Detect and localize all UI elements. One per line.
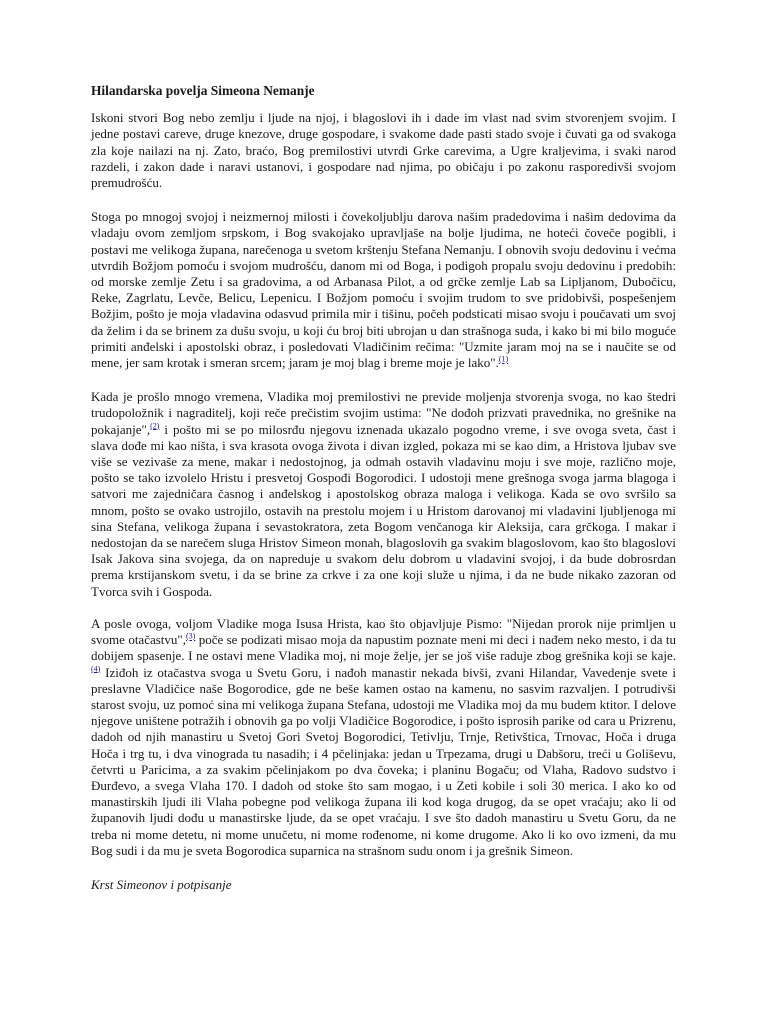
signature-line: Krst Simeonov i potpisanje bbox=[91, 876, 232, 892]
footnote-link-4[interactable]: (4) bbox=[91, 664, 101, 674]
footnote-link-1[interactable]: (1) bbox=[498, 354, 509, 364]
paragraph-text: Kada je prošlo mnogo vremena, Vladika moj premilostivi ne previde moljenja stvorenja svoga, no kao štedri trudopoložnik i nagraditelj, koji reče prečistim svojim ustima: "Ne dođoh prizvati pravednika, no grešnike na pokajanje", bbox=[91, 389, 676, 437]
paragraph-text: A posle ovoga, voljom Vladike moga Isusa Hrista, kao što objavljuje Pismo: "Nijedan prorok nije primljen u svome otačastvu", bbox=[91, 615, 676, 648]
paragraph-text: Iskoni stvori Bog nebo zemlju i ljude na njoj, i blagoslovi ih i dade im vlast nad svim stvorenjem svojim. I jedne postavi careve, druge knezove, druge gospodare, i svakome dade pasti stado svoje i čuvati ga od svakoga zla koje nailazi na nj. Zato, braćo, Bog premilostivi utvrdi Grke carevima, a Ugre kraljevima, i svaki narod razdeli, i zakon dade i naravi ustanovi, i gospodare nad njima, po običaju i po zakonu rasporedivši svojom premudrošću. bbox=[91, 110, 676, 191]
paragraph bbox=[91, 389, 676, 600]
paragraph bbox=[91, 110, 676, 191]
paragraph-text: i pošto mi se po milosrđu njegovu iznenada ukazalo pogodno vreme, i sve ovoga sveta, čast i slava dođe mi kao ništa, i sva krasota ovoga života i divan izgled, pokaza mi se kao dim, a Hristova ljubav sve više se vezivaše za mene, makar i nedostojnog, ja odmah ostavih vladavinu moju i sve moje, različno moje, pošto se tako izvolelo Hristu i presvetoj Gospođi Bogorodici. I udostoji mene grešnoga svoga jarma blagoga i satvori me zajedničara časnog i anđelskog i apostolskog obraza maloga i velikoga. Kada se ovo svršilo sa mnom, pošto se ovako ustrojilo, ostavih na prestolu mojem i u Hristom darovanoj mi vladavini ljubljenoga mi sina Stefana, velikoga župana i sevastokratora, zeta Bogom venčanoga kir Aleksija, cara grčkoga. I makar i nedostojan da se narečem sluga Hristov Simeon monah, blagoslovih ga svakim blagoslovom, kao što blagoslovi Isak Jakova sina svojega, da on napreduje u svakom delu dobrom u vladavini svojoj, i da bude dobrosrdan prema krstijanskom svetu, i da se brine za crkve i za one koji služe u njima, i da ne bude nikako zazoran od Tvorca svih i Gospoda. bbox=[91, 421, 676, 599]
paragraph-text: poče se podizati misao moja da napustim poznate meni mi deci i nađem neko mesto, i da tu dobijem spasenje. I ne ostavi mene Vladika moj, ni moje želje, jer se još više raduje zbog grešnika koji se kaje. bbox=[91, 632, 676, 664]
paragraph-text: Stoga po mnogoj svojoj i neizmernoj milosti i čovekoljublju darova našim pradedovima i našim dedovima da vladaju ovom zemljom srpskom, i Bog svakojako upravljaše na bolje ljudima, ne hoteći čoveče pogibli, i postavi me velikoga župana, narečenoga u svetom krštenju Stefana Nemanju. I obnovih svoju dedovinu i većma utvrdih Božjom pomoću i svojom mudrošću, danom mi od Boga, i podigoh propalu svoju dedovinu i predobih: od morske zemlje Zetu i sa gradovima, a od Arbanasa Pilot, a od grčke zemlje Lab sa Lipljanom, Dubočicu, Reke, Zagrlatu, Levče, Belicu, Lepenicu. I Božjom pomoću i svojim trudom to sve pridobivši, pospešenjem Božjim, pošto je moja vladavina odasvud primila mir i tišinu, počeh podsticati misao svoju i poučavati um svoj da želim i da se brinem za dušu svoju, u koji ću broj biti ubrojan u dan strašnoga suda, i kako bi mi bilo moguće primiti anđelski i apostolski obraz, i posledovati Vladičinim rečima: "Uzmite jaram moj na se i naučite se od mene, jer sam krotak i smeran srcem; jaram je moj blag i breme moje je lako". bbox=[91, 209, 676, 371]
paragraph bbox=[91, 209, 676, 371]
paragraph bbox=[91, 616, 676, 859]
paragraph-text: Iziđoh iz otačastva svoga u Svetu Goru, i nađoh manastir nekada bivši, zvani Hilandar, Vavedenje svete i preslavne Vladičice naše Bogorodice, gde ne beše kamen ostao na kamenu, no sasvim razvaljen. I potrudivši starost svoju, uz pomoć sina mi velikoga župana Stefana, udostoji me Vladika moj da mu budem ktitor. I delove njegove uništene potražih i obnovih ga po volji Vladičice Bogorodice, i pošto isprosih parike od cara u Prizrenu, dadoh od njih manastiru u Svetoj Gori Svetoj Bogorodici, Tetivlju, Trnje, Retivštica, Trnovac, Hoča i druga Hoča i trg tu, i dva vinograda tu nasadih; i 4 pčelinjaka: jedan u Trpezama, drugi u Dabšoru, treći u Goliševu, četvrti u Paricima, a za svakim pčelinjakom po dva čoveka; i planinu Bogaču; od Vlaha, Radovo sudstvo i Đurđevo, a svega Vlaha 170. I dadoh od stoke što sam mogao, i u Zeti kobile i soli 30 merica. I ako ko od manastirskih ljudi ili Vlaha pobegne pod velikoga župana ili kod koga drugog, da se opet vraćaju; ako li od županovih ljudi dođu u manastirske ljude, da se opet vraćaju. I sve što dadoh manastiru u Svetu Goru, da ne treba ni mome detetu, ni mome unučetu, ni mome rođenome, ni kome drugome. Ako li ko ovo izmeni, da mu Bog sudi i da mu je sveta Bogorodica suparnica na strašnom sudu onom i ja grešnik Simeon. bbox=[91, 664, 676, 858]
document-title: Hilandarska povelja Simeona Nemanje bbox=[91, 83, 315, 98]
footnote-link-2[interactable]: (2) bbox=[150, 421, 160, 431]
footnote-link-3[interactable]: (3) bbox=[185, 631, 196, 641]
document bbox=[91, 83, 676, 893]
